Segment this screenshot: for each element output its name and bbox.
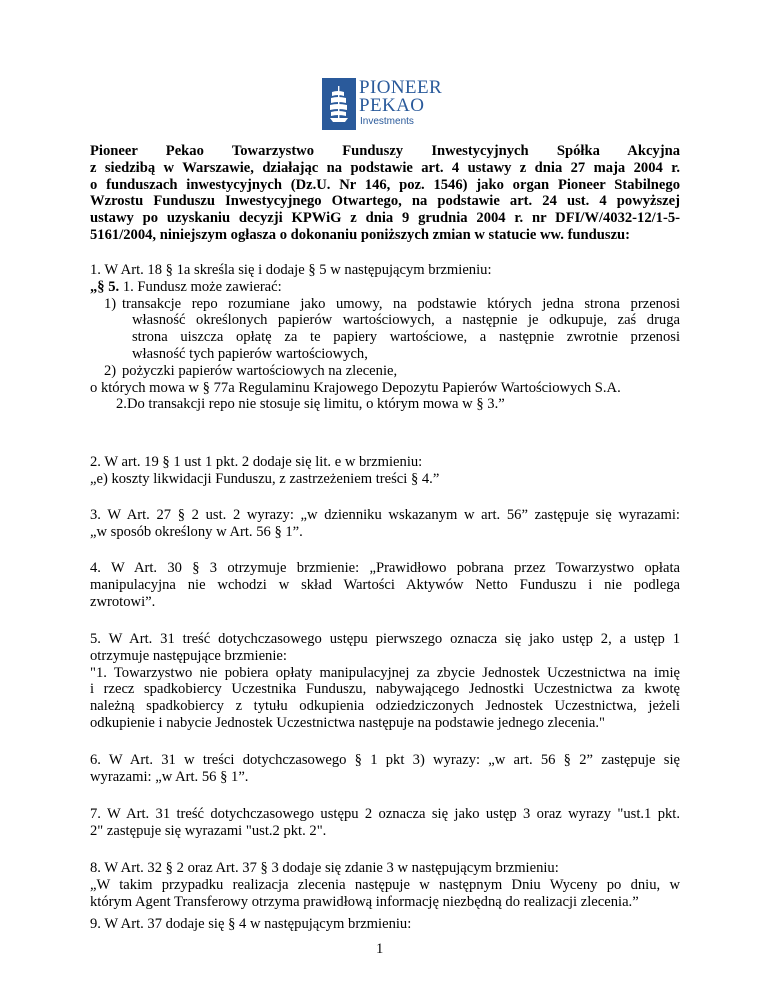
- section-8-line: „W takim przypadku realizacja zlecenia następuje w następnym Dniu Wyceny po dniu, w: [90, 876, 680, 893]
- section-5-line: otrzymuje następujące brzmienie:: [90, 647, 287, 664]
- section-1-last: 2.Do transakcji repo nie stosuje się limitu, o którym mowa w § 3.”: [116, 396, 505, 413]
- section-2-line: 2. W art. 19 § 1 ust 1 pkt. 2 dodaje się lit. e w brzmieniu:: [90, 454, 423, 470]
- section-6-line: wyrazami: „w Art. 56 § 1”.: [90, 768, 249, 785]
- list-item-2: [90, 363, 680, 380]
- intro-line: Wzrostu Funduszu Inwestycyjnego Otwartego, na podstawie art. 24 ust. 4 powyższej: [90, 193, 680, 210]
- section-7-line: 2" zastępuje się wyrazami "ust.2 pkt. 2".: [90, 822, 327, 839]
- intro-line: ustawy po uzyskaniu decyzji KPWiG z dnia 9 grudnia 2004 r. nr DFI/W/4032-12/1-5-: [90, 210, 680, 227]
- paragraph-text: 1. Fundusz może zawierać:: [119, 278, 282, 295]
- section-1-reference: o których mowa w § 77a Regulaminu Krajowego Depozytu Papierów Wartościowych S.A.: [90, 379, 621, 396]
- pioneer-pekao-logo: [322, 78, 448, 130]
- section-5-line: i rzecz spadkobiercy Uczestnika Funduszu, nabywającego Jednostki Uczestnictwa za kwotę: [90, 681, 680, 698]
- section-5-line: "1. Towarzystwo nie pobiera opłaty manipulacyjnej za zbycie Jednostek Uczestnictwa na imię: [90, 664, 680, 681]
- section-8: [90, 860, 680, 910]
- page-number: 1: [376, 941, 384, 957]
- paragraph-mark: „§ 5.: [90, 278, 120, 295]
- section-6: [90, 752, 680, 786]
- list-item-1-line: [104, 296, 680, 313]
- list-text: transakcje repo rozumiane jako umowy, na podstawie których jedna strona przenosi: [122, 295, 680, 312]
- section-3-line: „w sposób określony w Art. 56 § 1”.: [90, 523, 303, 540]
- section-8-line: 8. W Art. 32 § 2 oraz Art. 37 § 3 dodaje się zdanie 3 w następującym brzmieniu:: [90, 860, 559, 876]
- section-6-line: 6. W Art. 31 w treści dotychczasowego § 1 pkt 3) wyrazy: „w art. 56 § 2” zastępuje się: [90, 752, 680, 768]
- list-item-2-line: [104, 363, 680, 380]
- list-item-1-line: własność określonych papierów wartościowych, a następnie je odkupuje, zaś druga: [132, 312, 680, 329]
- intro-paragraph: [90, 143, 680, 244]
- intro-line: 5161/2004, niniejszym ogłasza o dokonaniu poniższych zmian w statucie ww. funduszu:: [90, 226, 631, 243]
- section-3-line: 3. W Art. 27 § 2 ust. 2 wyrazy: „w dzienniku wskazanym w art. 56” zastępuje się wyrazami:: [90, 507, 680, 523]
- section-1-heading: 1. W Art. 18 § 1a skreśla się i dodaje § 5 w następującym brzmieniu:: [90, 262, 492, 278]
- section-4-line: 4. W Art. 30 § 3 otrzymuje brzmienie: „Prawidłowo pobrana przez Towarzystwo opłata: [90, 560, 680, 576]
- section-1-paragraph-5: [90, 279, 680, 296]
- sailing-ship-icon: [322, 78, 356, 130]
- section-5-line: odkupienie i nabycie Jednostek Uczestnictwa następuje na podstawie jednego zlecenia.": [90, 714, 605, 731]
- section-7-line: 7. W Art. 31 treść dotychczasowego ustępu 2 oznacza się jako ustęp 3 oraz wyrazy "ust.1 pkt.: [90, 806, 680, 822]
- intro-line: o funduszach inwestycyjnych (Dz.U. Nr 146, poz. 1546) jako organ Pioneer Stabilnego: [90, 176, 680, 193]
- logo-wordmark: [359, 78, 448, 130]
- list-number: 2): [104, 362, 117, 379]
- section-9-line: 9. W Art. 37 dodaje się § 4 w następującym brzmieniu:: [90, 916, 412, 932]
- section-3: [90, 507, 680, 541]
- section-4-line: manipulacyjna nie wchodzi w skład Wartości Aktywów Netto Funduszu i nie podlega: [90, 576, 680, 593]
- logo-line-investments: Investments: [360, 116, 414, 127]
- section-4-line: zwrotowi”.: [90, 593, 156, 610]
- section-7: [90, 806, 680, 840]
- section-8-line: którym Agent Transferowy otrzyma prawidłową informację niezbędną do realizacji zlecenia.”: [90, 893, 639, 910]
- list-item-1-line: własność tych papierów wartościowych,: [132, 345, 368, 362]
- logo-line-pekao: PEKAO: [359, 95, 425, 116]
- section-9: [90, 916, 680, 933]
- section-4: [90, 560, 680, 610]
- list-item-1: [90, 296, 680, 363]
- intro-line: Pioneer Pekao Towarzystwo Funduszy Inwestycyjnych Spółka Akcyjna: [90, 143, 680, 159]
- list-number: 1): [104, 295, 117, 312]
- list-text: pożyczki papierów wartościowych na zlecenie,: [122, 362, 398, 379]
- list-item-1-line: strona uiszcza opłatę za te papiery wartościowe, a następnie zwrotnie przenosi: [132, 329, 680, 346]
- section-1: [90, 262, 680, 413]
- section-5: [90, 631, 680, 732]
- section-5-line: należną spadkobiercy z tytułu odkupienia odziedziczonych Jednostek Uczestnictwa, jeżeli: [90, 698, 680, 715]
- section-5-line: 5. W Art. 31 treść dotychczasowego ustępu pierwszego oznacza się jako ustęp 2, a ustęp 1: [90, 631, 680, 647]
- intro-line: z siedzibą w Warszawie, działając na podstawie art. 4 ustawy z dnia 27 maja 2004 r.: [90, 159, 680, 176]
- section-2: [90, 454, 680, 488]
- section-2-line: „e) koszty likwidacji Funduszu, z zastrzeżeniem treści § 4.”: [90, 470, 440, 487]
- logo-line-pioneer: PIONEER: [359, 77, 443, 98]
